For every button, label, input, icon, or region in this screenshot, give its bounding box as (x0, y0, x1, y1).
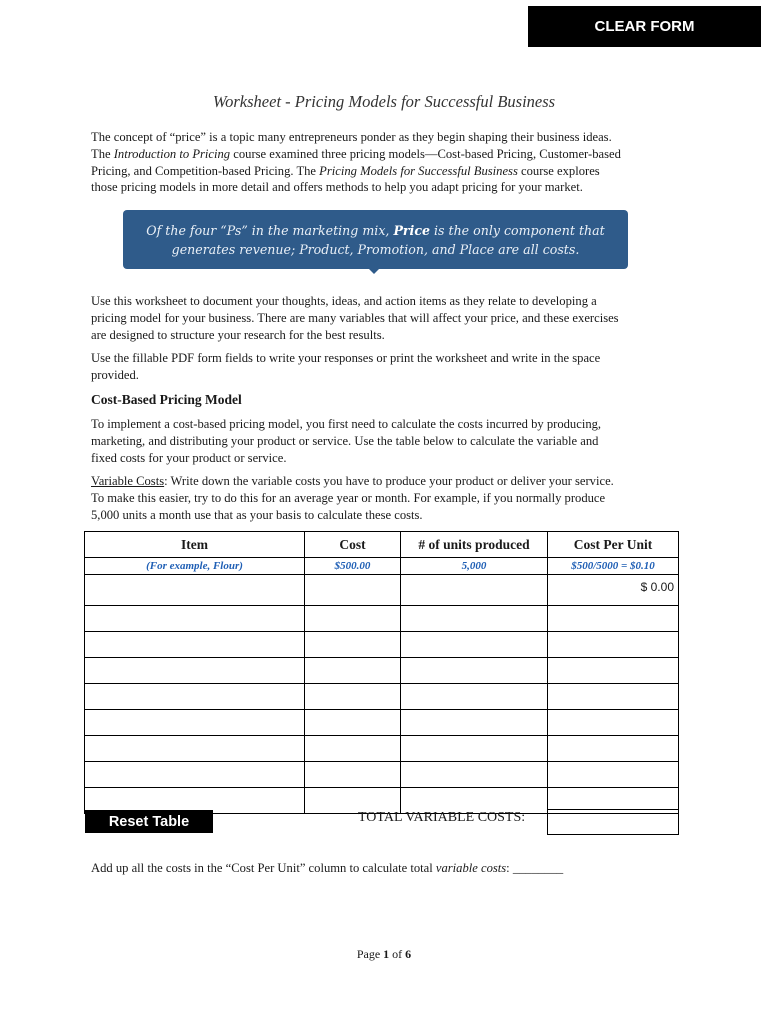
header-cost-per-unit: Cost Per Unit (548, 532, 679, 558)
units-field[interactable] (401, 575, 548, 606)
page-number: 1 (383, 947, 390, 961)
paragraph-line: 5,000 units a month use that as your basis to calculate these costs. (91, 507, 423, 522)
item-field[interactable] (85, 575, 305, 606)
header-item: Item (85, 532, 305, 558)
cost-field[interactable] (305, 684, 401, 710)
example-item: (For example, Flour) (85, 558, 305, 575)
text-run: course explores (517, 163, 600, 178)
text-run: Pricing, and Competition-based Pricing. The (91, 163, 320, 178)
cost-per-unit-field (548, 684, 679, 710)
paragraph-line: Use this worksheet to document your thoughts, ideas, and action items as they relate to developing a (91, 294, 597, 308)
cost-per-unit-field (548, 632, 679, 658)
page-title: Worksheet - Pricing Models for Successful Business (212, 92, 556, 111)
text-run: course examined three pricing models—Cost-based Pricing, Customer-based (230, 146, 621, 161)
paragraph-line: are designed to structure your research for the best results. (91, 327, 385, 342)
intro-line: The concept of “price” is a topic many entrepreneurs ponder as they begin shaping their business ideas. (91, 130, 612, 144)
cost-field[interactable] (305, 606, 401, 632)
paragraph-line: fixed costs for your product or service. (91, 450, 287, 465)
example-cost: $500.00 (305, 558, 401, 575)
paragraph-line (91, 473, 681, 490)
text-run: is the only component that (430, 222, 605, 238)
total-variable-costs-label: TOTAL VARIABLE COSTS: (358, 810, 526, 825)
table-header-row (85, 532, 679, 558)
table-row (85, 575, 679, 606)
text-run: Page (356, 947, 384, 961)
course-name-introduction: Introduction to Pricing (113, 146, 231, 161)
paragraph-line: marketing, and distributing your product or service. Use the table below to calculate the variable and (91, 433, 599, 448)
units-field[interactable] (401, 632, 548, 658)
units-field[interactable] (401, 658, 548, 684)
callout-emphasis: Price (393, 222, 431, 238)
variable-costs-emphasis: variable costs (435, 861, 507, 875)
units-field[interactable] (401, 606, 548, 632)
intro-line (91, 146, 681, 163)
item-field[interactable] (85, 736, 305, 762)
cost-field[interactable] (305, 762, 401, 788)
text-run: Add up all the costs in the “Cost Per Unit” column to calculate total (91, 861, 436, 875)
cost-field[interactable] (305, 658, 401, 684)
cost-field[interactable] (305, 710, 401, 736)
paragraph-line: Use the fillable PDF form fields to write your responses or print the worksheet and write in the space (91, 351, 601, 365)
paragraph-line: pricing model for your business. There are many variables that will affect your price, and these exercises (91, 310, 619, 325)
item-field[interactable] (85, 658, 305, 684)
cost-per-unit-field (548, 762, 679, 788)
header-cost: Cost (305, 532, 401, 558)
text-run: of (389, 947, 406, 961)
cost-per-unit-field (548, 710, 679, 736)
cost-per-unit-field (548, 658, 679, 684)
section-heading: Cost-Based Pricing Model (91, 392, 242, 407)
variable-costs-label: Variable Costs (91, 474, 165, 488)
callout-box (123, 210, 628, 269)
item-field[interactable] (85, 762, 305, 788)
text-run: Of the four “Ps” in the marketing mix, (146, 222, 394, 238)
units-field[interactable] (401, 710, 548, 736)
variable-costs-table (84, 531, 679, 814)
paragraph-line: To implement a cost-based pricing model, you first need to calculate the costs incurred by producing, (91, 417, 602, 431)
units-field[interactable] (401, 762, 548, 788)
callout-line: generates revenue; Product, Promotion, and Place are all costs. (171, 241, 580, 257)
example-row (85, 558, 679, 575)
worksheet-use-paragraph (91, 293, 681, 343)
units-field[interactable] (401, 684, 548, 710)
implement-paragraph (91, 416, 681, 466)
table-row (85, 658, 679, 684)
text-run: : ________ (506, 861, 564, 875)
page-total: 6 (405, 947, 412, 961)
table-row (85, 762, 679, 788)
intro-line: those pricing models in more detail and offers methods to help you adapt pricing for your market. (91, 180, 583, 195)
cost-per-unit-field (548, 736, 679, 762)
add-up-instruction (91, 860, 681, 877)
total-variable-costs-field (547, 809, 679, 835)
reset-table-button[interactable]: Reset Table (85, 810, 213, 833)
item-field[interactable] (85, 606, 305, 632)
text-run: The (91, 146, 114, 161)
paragraph-line: To make this easier, try to do this for an average year or month. For example, if you normally produce (91, 490, 606, 505)
example-units: 5,000 (401, 558, 548, 575)
callout-pointer (368, 268, 380, 274)
variable-costs-paragraph (91, 473, 681, 523)
header-units-produced: # of units produced (401, 532, 548, 558)
text-run: : Write down the variable costs you have to produce your product or deliver your service. (164, 474, 614, 488)
units-field[interactable] (401, 736, 548, 762)
item-field[interactable] (85, 710, 305, 736)
table-row (85, 684, 679, 710)
table-row (85, 606, 679, 632)
table-row (85, 736, 679, 762)
item-field[interactable] (85, 684, 305, 710)
cost-per-unit-field: $ 0.00 (548, 575, 679, 606)
intro-paragraph (91, 129, 681, 196)
table-row (85, 632, 679, 658)
fillable-paragraph (91, 350, 681, 384)
page-footer (0, 947, 768, 962)
callout-line (146, 221, 604, 240)
cost-field[interactable] (305, 632, 401, 658)
cost-field[interactable] (305, 736, 401, 762)
item-field[interactable] (85, 632, 305, 658)
paragraph-line: provided. (91, 367, 139, 382)
course-name-pricing-models: Pricing Models for Successful Business (319, 163, 518, 178)
cost-field[interactable] (305, 575, 401, 606)
table-row (85, 710, 679, 736)
intro-line (91, 163, 681, 180)
clear-form-button[interactable]: CLEAR FORM (528, 6, 761, 47)
example-cost-per-unit: $500/5000 = $0.10 (548, 558, 679, 575)
cost-per-unit-field (548, 606, 679, 632)
